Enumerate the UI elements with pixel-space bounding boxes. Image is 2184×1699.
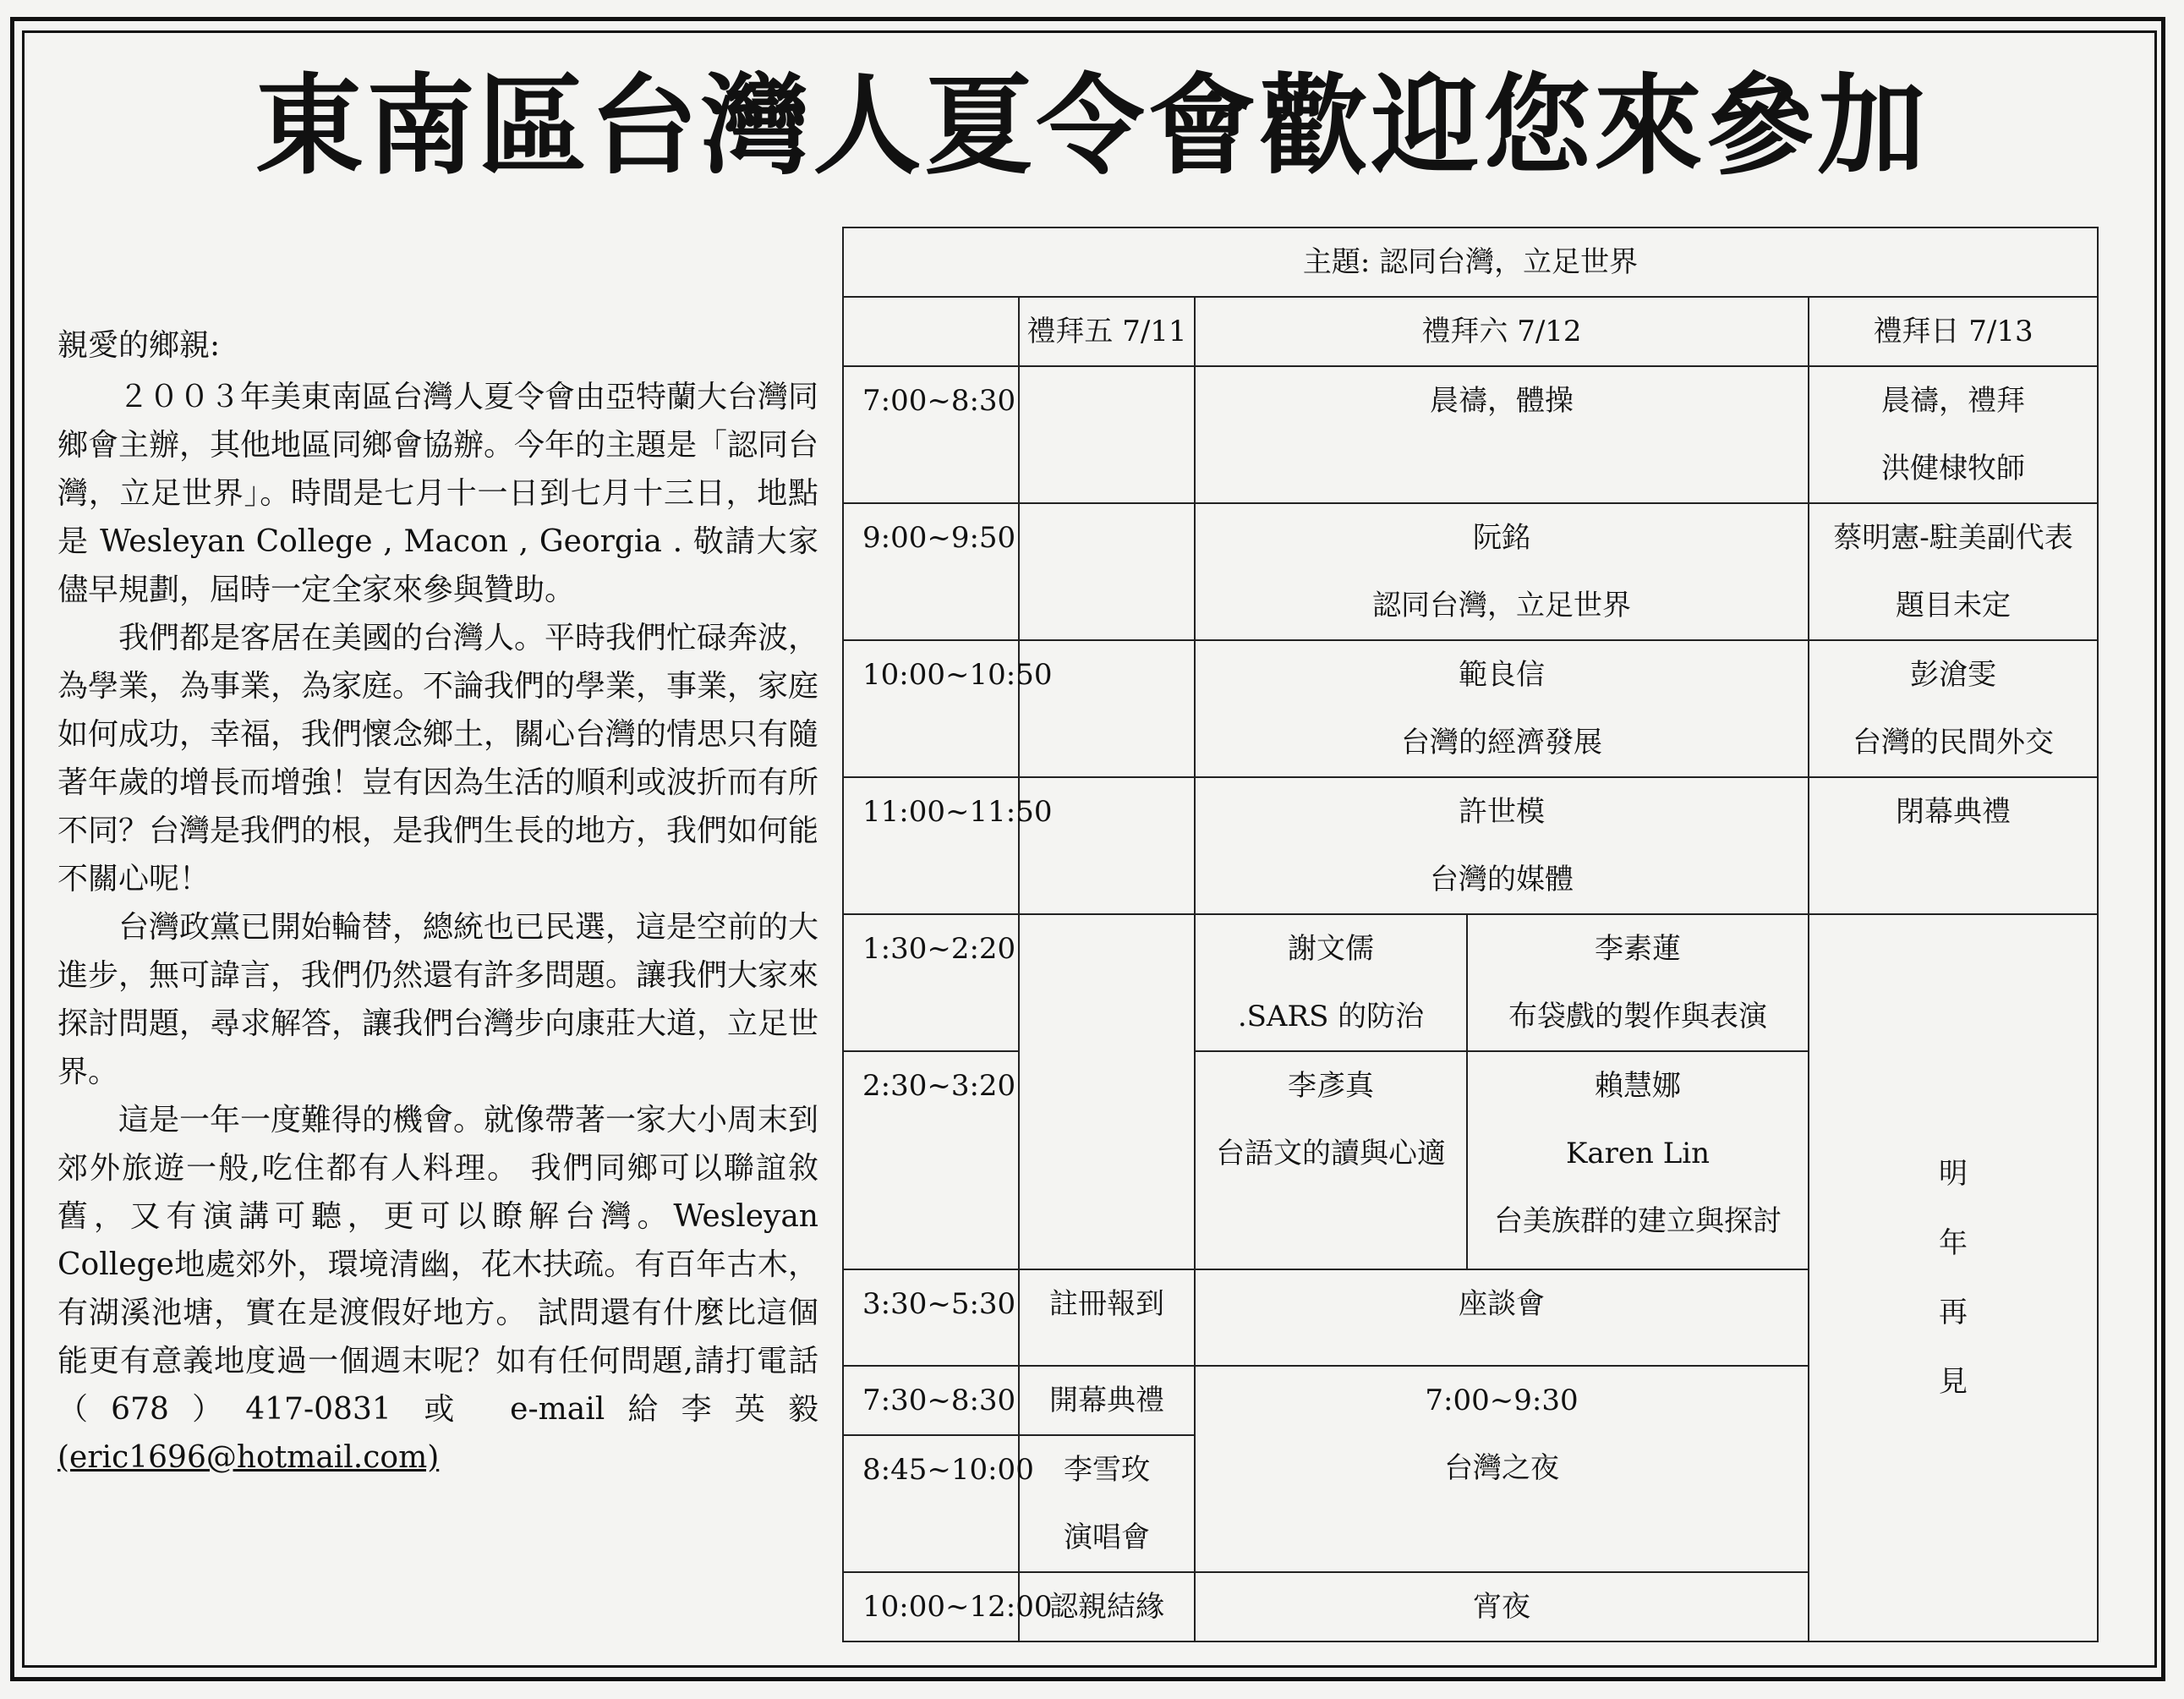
time-slot-3: 10:00~10:50 bbox=[843, 640, 1019, 777]
sun-slot-2 bbox=[1809, 503, 2098, 640]
contact-email[interactable]: (eric1696@hotmail.com) bbox=[57, 1440, 440, 1475]
invitation-letter bbox=[57, 321, 818, 1482]
sat-slot-5-right-topic: 布袋戲的製作與表演 bbox=[1508, 1000, 1767, 1033]
sat-slot-4 bbox=[1195, 777, 1809, 914]
sat-slot-10: 宵夜 bbox=[1195, 1572, 1809, 1641]
fri-empty-afternoon bbox=[1019, 914, 1195, 1269]
time-slot-5: 1:30~2:20 bbox=[843, 914, 1019, 1051]
sun-slot-1-speaker: 洪健棣牧師 bbox=[1881, 452, 2026, 485]
schedule-theme: 主題: 認同台灣，立足世界 bbox=[843, 227, 2098, 297]
sat-slot-6-right bbox=[1467, 1051, 1809, 1269]
header-friday: 禮拜五 7/11 bbox=[1019, 297, 1195, 366]
time-slot-7: 3:30~5:30 bbox=[843, 1269, 1019, 1366]
fri-slot-9-performer: 李雪玫 bbox=[1064, 1453, 1150, 1487]
sun-slot-3-speaker: 彭滄雯 bbox=[1910, 658, 1997, 692]
sat-slot-3 bbox=[1195, 640, 1809, 777]
time-slot-2: 9:00~9:50 bbox=[843, 503, 1019, 640]
sat-slot-5-right-speaker: 李素蓮 bbox=[1595, 932, 1681, 966]
sat-slot-6-right-speaker: 賴慧娜 bbox=[1595, 1069, 1681, 1103]
closing-char-2: 年 bbox=[1939, 1226, 1968, 1260]
fri-slot-7: 註冊報到 bbox=[1019, 1269, 1195, 1366]
sat-slot-6-right-speaker-en: Karen Lin bbox=[1565, 1137, 1711, 1170]
sat-slot-2-topic: 認同台灣，立足世界 bbox=[1372, 589, 1631, 622]
sun-slot-3 bbox=[1809, 640, 2098, 777]
header-sunday: 禮拜日 7/13 bbox=[1809, 297, 2098, 366]
fri-empty-2 bbox=[1019, 503, 1195, 640]
sat-slot-5-left-speaker: 謝文儒 bbox=[1288, 932, 1374, 966]
sat-slot-7: 座談會 bbox=[1195, 1269, 1809, 1366]
sat-slot-6-right-topic: 台美族群的建立與探討 bbox=[1494, 1204, 1782, 1238]
sat-slot-5-left bbox=[1195, 914, 1467, 1051]
fri-empty-1 bbox=[1019, 366, 1195, 503]
sun-closing-note bbox=[1809, 914, 2098, 1641]
sat-slot-6-left bbox=[1195, 1051, 1467, 1269]
closing-char-1: 明 bbox=[1939, 1157, 1968, 1191]
time-slot-8: 7:30~8:30 bbox=[843, 1366, 1019, 1435]
sun-slot-2-topic: 題目未定 bbox=[1896, 589, 2012, 622]
sat-slot-4-speaker: 許世模 bbox=[1459, 795, 1545, 829]
sat-slot-3-speaker: 範良信 bbox=[1459, 658, 1545, 692]
sun-slot-4: 閉幕典禮 bbox=[1809, 777, 2098, 914]
letter-paragraph-2: 我們都是客居在美國的台灣人。平時我們忙碌奔波，為學業，為事業，為家庭。不論我們的學業，事業，家庭如何成功，幸福，我們懷念鄉土，關心台灣的情思只有隨著年歲的增長而增強！豈有因為生活的順利或波折而有所不同？台灣是我們的根，是我們生長的地方，我們如何能不關心呢！ bbox=[57, 621, 819, 896]
time-slot-4: 11:00~11:50 bbox=[843, 777, 1019, 914]
time-slot-10: 10:00~12:00 bbox=[843, 1572, 1019, 1641]
letter-salutation: 親愛的鄉親: bbox=[57, 328, 221, 363]
sat-slot-3-topic: 台灣的經濟發展 bbox=[1401, 726, 1602, 759]
fri-slot-9 bbox=[1019, 1435, 1195, 1572]
sat-slot-8-time: 7:00~9:30 bbox=[1425, 1384, 1579, 1417]
letter-paragraph-1: ２００３年美東南區台灣人夏令會由亞特蘭大台灣同鄉會主辦，其他地區同鄉會協辦。今年的主題是「認同台灣，立足世界」。時間是七月十一日到七月十三日，地點是 Wesleyan College , Macon , Georgia . 敬請大家儘早規劃，屆時一定全家來參與贊助。 bbox=[57, 380, 819, 607]
sat-slot-5-left-topic: .SARS 的防治 bbox=[1237, 1000, 1425, 1033]
sun-slot-1-title: 晨禱，禮拜 bbox=[1881, 384, 2026, 418]
letter-paragraph-4 bbox=[57, 1096, 818, 1482]
fri-slot-10: 認親結緣 bbox=[1019, 1572, 1195, 1641]
sun-slot-1 bbox=[1809, 366, 2098, 503]
sat-slot-1: 晨禱，體操 bbox=[1195, 366, 1809, 503]
sat-slot-8-title: 台灣之夜 bbox=[1444, 1451, 1559, 1485]
header-saturday: 禮拜六 7/12 bbox=[1195, 297, 1809, 366]
sat-slot-6-left-topic: 台語文的讀與心適 bbox=[1216, 1137, 1446, 1170]
letter-paragraph-3: 台灣政黨已開始輪替，總統也已民選，這是空前的大進步，無可諱言，我們仍然還有許多問題。讓我們大家來探討問題，尋求解答，讓我們台灣步向康莊大道，立足世界。 bbox=[57, 910, 819, 1089]
sat-slot-8 bbox=[1195, 1366, 1809, 1572]
sat-slot-2-speaker: 阮銘 bbox=[1473, 521, 1530, 555]
closing-char-3: 再 bbox=[1939, 1296, 1968, 1329]
sat-slot-6-left-speaker: 李彥真 bbox=[1288, 1069, 1374, 1103]
letter-paragraph-4-text: 這是一年一度難得的機會。就像帶著一家大小周末到郊外旅遊一般,吃住都有人料理。 我們同鄉可以聯誼敘舊，又有演講可聽，更可以瞭解台灣。Wesleyan College地處郊外，環境清幽，花木扶疏。有百年古木，有湖溪池塘，實在是渡假好地方。 試問還有什麼比這個能更有意義地度過一個週末呢？如有任何問題,請打電話（678）417-0831 或 e-mail給李英毅 bbox=[57, 1103, 819, 1427]
time-slot-1: 7:00~8:30 bbox=[843, 366, 1019, 503]
sat-slot-2 bbox=[1195, 503, 1809, 640]
fri-slot-9-title: 演唱會 bbox=[1064, 1521, 1150, 1554]
time-slot-6: 2:30~3:20 bbox=[843, 1051, 1019, 1269]
page-title: 東南區台灣人夏令會歡迎您來參加 bbox=[255, 63, 1929, 189]
schedule-table bbox=[842, 227, 2099, 1642]
sun-slot-2-speaker: 蔡明憲-駐美副代表 bbox=[1833, 521, 2073, 555]
closing-char-4: 見 bbox=[1939, 1365, 1968, 1399]
sat-slot-4-topic: 台灣的媒體 bbox=[1430, 863, 1574, 896]
header-blank bbox=[843, 297, 1019, 366]
sat-slot-5-right bbox=[1467, 914, 1809, 1051]
time-slot-9: 8:45~10:00 bbox=[843, 1435, 1019, 1572]
sun-slot-3-topic: 台灣的民間外交 bbox=[1853, 726, 2055, 759]
fri-slot-8: 開幕典禮 bbox=[1019, 1366, 1195, 1435]
